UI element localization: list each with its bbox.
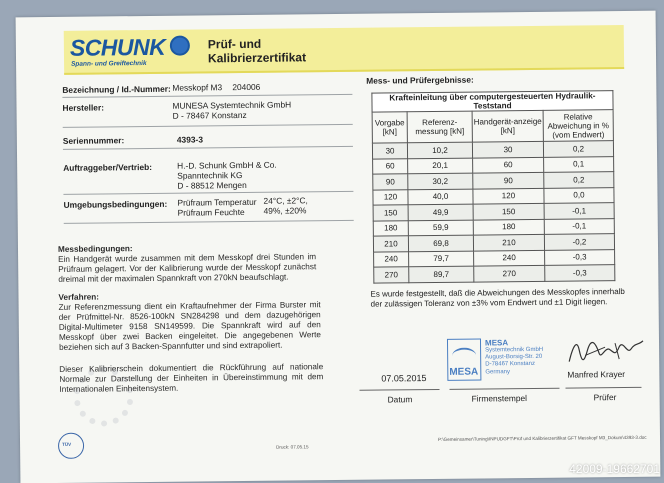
table-cell: 150 <box>373 205 408 221</box>
table-cell: 120 <box>473 188 544 204</box>
table-cell: 0,2 <box>544 172 614 188</box>
table-cell: 59,9 <box>408 220 473 236</box>
stamp-label: Firmenstempel <box>471 393 528 404</box>
table-cell: 270 <box>374 267 409 283</box>
logo-ball-icon <box>170 36 190 56</box>
env-temperature-value: 24°C, ±2°C, <box>263 195 308 206</box>
tuev-seal-icon <box>58 433 84 459</box>
conditions-section <box>58 242 316 285</box>
stamp-mesa: MESA <box>449 366 479 378</box>
seal-text: TÜV <box>62 441 72 447</box>
environment-label: Umgebungsbedingungen: <box>63 198 168 210</box>
serial-label: Seriennummer: <box>62 135 125 146</box>
file-path: P:\Gemeinsamer\Tuning\INPUDGFT\Prüf und Kalibrierzertifikat GFT Messkopf M3_Dokum\4393-3.doc <box>437 434 647 442</box>
results-table-header <box>372 110 613 144</box>
tester-name: Manfred Krayer <box>567 369 626 380</box>
tolerance-note: Es wurde festgestellt, daß die Abweichungen des Messkopfes innerhalb der zulässigen Toleranz von ±3% vom Endwert und ±1 Digit liegen. <box>370 286 625 309</box>
client-line2: Spanntechnik KG <box>177 169 243 181</box>
print-date: Druck: 07.05.15 <box>276 444 309 450</box>
divider <box>63 146 353 150</box>
table-cell: 69,8 <box>408 235 473 251</box>
tester-label: Prüfer <box>593 392 617 403</box>
date-value: 07.05.2015 <box>381 373 427 384</box>
divider <box>62 94 352 98</box>
column-header: Relative Abweichung in % (vom Endwert) <box>543 110 613 142</box>
schunk-logo <box>70 34 188 71</box>
divider <box>63 191 353 195</box>
table-cell: 180 <box>373 220 408 236</box>
manufacturer-label: Hersteller: <box>62 102 105 113</box>
env-temperature-label: Prüfraum Temperatur <box>177 196 257 208</box>
table-cell: 60 <box>373 158 408 174</box>
logo-wordmark: SCHUNK <box>69 33 166 61</box>
table-cell: 0,1 <box>544 156 614 172</box>
table-cell: 270 <box>474 265 545 281</box>
env-humidity-label: Prüfraum Feuchte <box>177 206 245 218</box>
table-cell: 49,9 <box>408 204 473 220</box>
table-cell: 89,7 <box>409 266 474 282</box>
traceability-text: Dieser Kalibrierschein dokumentiert die Rückführung auf nationale Normale zur Darstellung der Einheiten in Übereinstimmung mit dem Internationalen Einheitensystem. <box>59 362 324 394</box>
table-cell: 90 <box>473 172 544 188</box>
table-cell: 0,0 <box>544 187 614 203</box>
table-cell: -0,2 <box>544 234 614 250</box>
manufacturer-line2: D - 78467 Konstanz <box>172 109 247 121</box>
stamp-line <box>449 388 559 390</box>
date-line <box>359 389 439 391</box>
certificate-sheet <box>16 11 661 483</box>
signature-line <box>565 387 641 389</box>
table-cell: 20,1 <box>408 158 473 174</box>
procedure-title: Verfahren: <box>58 292 100 302</box>
column-header: Handgerät-anzeige [kN] <box>472 110 543 142</box>
client-label: Auftraggeber/Vertrieb: <box>63 161 153 173</box>
serial-value: 4393-3 <box>176 134 203 145</box>
table-cell: -0,1 <box>544 218 614 234</box>
listing-id: 42009-19662701 <box>569 462 660 476</box>
results-table <box>371 90 615 283</box>
table-cell: 40,0 <box>408 189 473 205</box>
table-cell: -0,3 <box>545 249 615 265</box>
procedure-section <box>58 290 321 353</box>
procedure-text: Zur Referenzmessung dient ein Kraftaufnehmer der Firma Burster mit der Prüfmittel-Nr. 8526-100kN SN284298 und dem dazugehörigen Digital-Multimeter 9158 SN149599. Die Spannkraft wird auf den Messkopf über zwei Backen eingeleitet. Die angegebenen Werte beziehen sich auf 3 Backen-Spannfutter und sind extrapoliert. <box>58 300 321 352</box>
divider <box>64 220 354 224</box>
stamp-name: MESA <box>484 338 509 348</box>
table-cell: 30 <box>372 143 407 159</box>
designation-label: Bezeichnung / Id.-Nummer: <box>62 83 171 95</box>
conditions-text: Ein Handgerät wurde zusammen mit dem Messkopf drei Stunden im Prüfraum gelagert. Vor der Kalibrierung wurde der Messkopf zunächst dreimal mit der maximalen Spannkraft von 270kN beaufschlagt. <box>58 252 317 284</box>
manufacturer-line1: MUNESA Systemtechnik GmbH <box>172 99 292 111</box>
designation-value: Messkopf M3 <box>172 82 223 93</box>
table-cell: 79,7 <box>409 251 474 267</box>
table-cell: 30 <box>472 141 543 157</box>
designation-id: 204006 <box>232 81 261 93</box>
column-header: Referenz-messung [kN] <box>407 111 472 143</box>
column-header: Vorgabe [kN] <box>372 112 407 143</box>
env-humidity-value: 49%, ±20% <box>263 205 307 216</box>
company-stamp <box>447 338 551 385</box>
table-cell: 0,2 <box>543 141 613 157</box>
table-cell: 240 <box>374 251 409 267</box>
stamp-address: Systemtechnik GmbH August-Borsig-Str. 20 D-78467 Konstanz Germany <box>485 346 544 376</box>
table-cell: 240 <box>474 250 545 266</box>
table-cell: 210 <box>473 234 544 250</box>
date-label: Datum <box>387 394 413 405</box>
table-cell: 180 <box>473 219 544 235</box>
table-row <box>374 265 615 283</box>
table-cell: 120 <box>373 189 408 205</box>
table-cell: 30,2 <box>408 173 473 189</box>
certificate-title-line2: Kalibrierzertifikat <box>207 50 307 66</box>
certificate-title-line1: Prüf- und <box>207 36 262 52</box>
table-cell: 150 <box>473 203 544 219</box>
results-table-caption: Krafteinleitung über computergesteuerten Hydraulik-Teststand <box>372 91 613 113</box>
conditions-title: Messbedingungen: <box>57 244 133 254</box>
table-cell: -0,1 <box>544 203 614 219</box>
handwritten-signature <box>565 335 645 370</box>
table-cell: 60 <box>473 157 544 173</box>
table-cell: 10,2 <box>407 142 472 158</box>
table-cell: 90 <box>373 174 408 190</box>
table-cell: -0,3 <box>545 265 615 281</box>
client-line1: H.-D. Schunk GmbH & Co. <box>177 159 277 171</box>
divider <box>63 124 353 128</box>
client-line3: D - 88512 Mengen <box>177 179 247 191</box>
results-title: Mess- und Prüfergebnisse: <box>366 74 474 86</box>
table-cell: 210 <box>373 236 408 252</box>
logo-tagline: Spann- und Greiftechnik <box>71 59 147 68</box>
